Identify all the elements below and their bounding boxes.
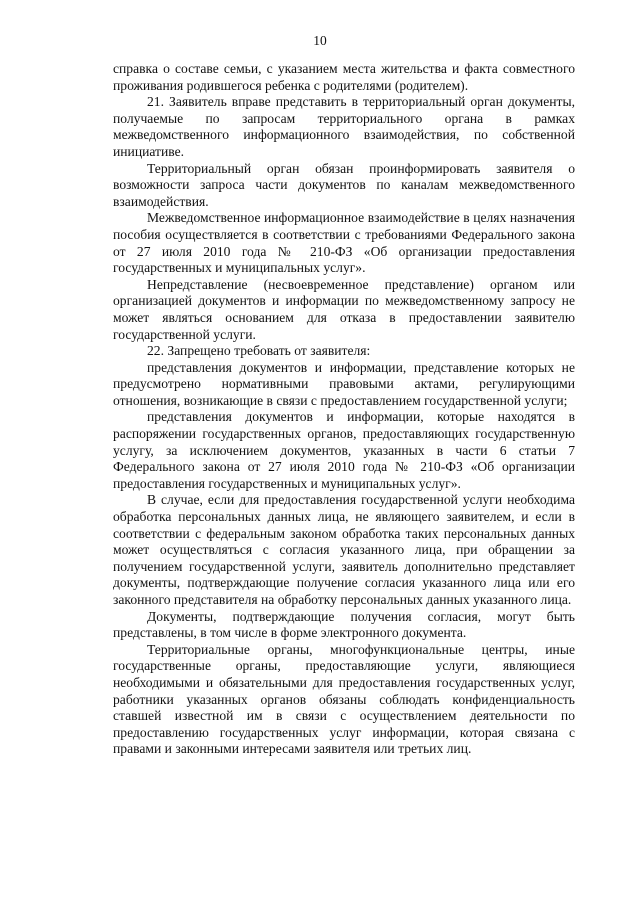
paragraph-prohibited-item-2: представления документов и информации, которые находятся в распоряжении государственных органов, предоставляющих государственную услугу, за исключением документов, указанных в части 6 статьи 7 Федерального закона от 27 июля 2010 года № 210-ФЗ «Об организации предоставления государственных и муниципальных услуг». [113, 409, 575, 491]
paragraph-prohibited-item-1: представления документов и информации, представление которых не предусмотрено нормативными правовыми актами, регулирующими отношения, возникающие в связи с предоставлением государственной услуги; [113, 359, 575, 408]
paragraph-family-certificate: справка о составе семьи, с указанием места жительства и факта совместного проживания родившегося ребенка с родителями (родителем). [113, 61, 575, 93]
paragraph-non-submission: Непредставление (несвоевременное представление) органом или организацией документов и информации по межведомственному запросу не может являться основанием для отказа в предоставлении заявителю государственной услуги. [113, 276, 575, 342]
paragraph-clause-21: 21. Заявитель вправе представить в территориальный орган документы, получаемые по запросам территориального органа в рамках межведомственного информационного взаимодействия, по собственной инициативе. [113, 94, 575, 159]
page-number: 10 [313, 33, 327, 48]
paragraph-interagency-interaction: Межведомственное информационное взаимодействие в целях назначения пособия осуществляется в соответствии с требованиями Федерального закона от 27 июля 2010 года № 210-ФЗ «Об организации предоставления государственных и муниципальных услуг». [113, 210, 575, 276]
paragraph-confidentiality: Территориальные органы, многофункциональные центры, иные государственные органы, предоставляющие услуги, являющиеся необходимыми и обязательными для предоставления государственных услуг, работники указанных органов обязаны соблюдать конфиденциальность ставшей известной им в связи с осуществлением деятельности по предоставлению государственных услуг информации, которая связана с правами и законными интересами заявителя или третьих лиц. [113, 641, 575, 757]
paragraph-clause-22: 22. Запрещено требовать от заявителя: [147, 343, 371, 359]
paragraph-personal-data-consent: В случае, если для предоставления государственной услуги необходима обработка персональных данных лица, не являющего заявителем, и если в соответствии с федеральным законом обработка таких персональных данных может осуществляться с согласия указанного лица, при обращении за получением государственной услуги, заявитель дополнительно представляет документы, подтверждающие получение согласия указанного лица или его законного представителя на обработку персональных данных указанного лица. [113, 492, 575, 607]
document-body [113, 61, 575, 758]
paragraph-territorial-body-obligation: Территориальный орган обязан проинформировать заявителя о возможности запроса части документов по каналам межведомственного взаимодействия. [113, 160, 575, 209]
paragraph-consent-documents: Документы, подтверждающие получения согласия, могут быть представлены, в том числе в форме электронного документа. [113, 608, 575, 641]
